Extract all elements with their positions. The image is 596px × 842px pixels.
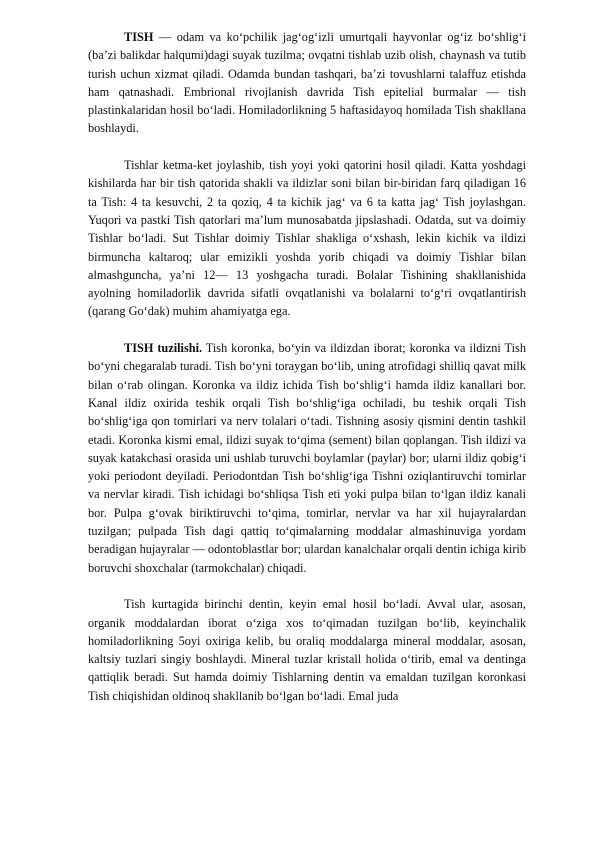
paragraph-text: Tish koronka, bo‘yin va ildizdan iborat; koronka va ildizni Tish bo‘yni chegaralab turadi. Tish bo‘yni toraygan bo‘lib, uning atrofidagi shilliq qavat milk bilan o‘rab olingan. Koronka va ildiz ichida Tish bo‘shlig‘i hamda ildiz kanallari bor. Kanal ildiz oxirida teshik orqali Tish bo‘shlig‘iga ochiladi, bu teshik orqali Tish bo‘shlig‘iga qon tomirlari va nerv tolalari o‘tadi. Tishning asosiy qismini dentin tashkil etadi. Koronka kismi emal, ildizi suyak to‘qima (sement) bilan qoplangan. Tish ildizi va suyak katakchasi orasida uni ushlab turuvchi boylamlar (paylar) bor; ularni ildiz qobig‘i yoki periodont deyiladi. Periodontdan Tish bo‘shlig‘iga Tishni oziqlantiruvchi tomirlar va nervlar kiradi. Tish ichidagi bo‘shliqsa Tish eti yoki pulpa bilan to‘lgan ildiz kanali bor. Pulpa g‘ovak biriktiruvchi to‘qima, tomirlar, nervlar va har xil hujayralardan tuzilgan; pulpada Tish dagi qattiq to‘qimalarning moddalar almashinuviga yordam beradigan hujayralar — odontoblastlar bor; ulardan kanalchalar orqali dentin ichiga kirib boruvchi shoxchalar (tarmokchalar) chiqadi. bbox=[88, 341, 526, 575]
term-heading-tish: TISH bbox=[124, 30, 154, 44]
paragraph-intro bbox=[88, 28, 526, 138]
paragraph-structure bbox=[88, 339, 526, 577]
paragraph-development bbox=[88, 595, 526, 705]
paragraph-arrangement bbox=[88, 156, 526, 321]
paragraph-text: — odam va ko‘pchilik jag‘og‘izli umurtqali hayvonlar og‘iz bo‘shlig‘i (ba’zi balikdar halqumi)dagi suyak tuzilma; ovqatni tishlab uzib olish, chaynash va tutib turish uchun xizmat qiladi. Odamda bundan tashqari, ba’zi tovushlarni talaffuz etishda ham qatnashadi. Embrional rivojlanish davrida Tish epitelial burmalar — tish plastinkalaridan hosil bo‘ladi. Homiladorlikning 5 haftasidayoq homilada Tish shakllana boshlaydi. bbox=[88, 30, 526, 136]
paragraph-text: Tish kurtagida birinchi dentin, keyin emal hosil bo‘ladi. Avval ular, asosan, organik moddalardan iborat o‘ziga xos to‘qimadan tuzilgan bo‘lib, keyinchalik homiladorlikning 5oyi oxiriga kelib, bu oraliq moddalarga mineral moddalar, asosan, kaltsiy tuzlari singiy boshlaydi. Mineral tuzlar kristall holida o‘tirib, emal va dentinga qattiqlik beradi. Sut hamda doimiy Tishlarning dentin va emaldan tuzilgan koronkasi Tish chiqishidan oldinoq shakllanib bo‘lgan bo‘ladi. Emal juda bbox=[88, 597, 526, 703]
paragraph-text: Tishlar ketma-ket joylashib, tish yoyi yoki qatorini hosil qiladi. Katta yoshdagi kishilarda har bir tish qatorida shakli va ildizlar soni bilan bir-biridan farq qiladigan 16 ta Tish: 4 ta kesuvchi, 2 ta qoziq, 4 ta kichik jag‘ va 6 ta katta jag‘ Tish joylashgan. Yuqori va pastki Tish qatorlari ma’lum munosabatda jipslashadi. Odatda, sut va doimiy Tishlar bo‘ladi. Sut Tishlar doimiy Tishlar shakliga o‘xshash, lekin kichik va ildizi birmuncha kaltaroq; ular emizikli yoshda yorib chiqadi va doimiy Tishlar bilan almashguncha, ya’ni 12— 13 yoshgacha turadi. Bolalar Tishining shakllanishida ayolning homiladorlik davrida sifatli ovqatlanishi va bolalarni to‘g‘ri ovqatlantirish (qarang Go‘dak) muhim ahamiyatga ega. bbox=[88, 158, 526, 319]
document-page bbox=[88, 28, 526, 723]
section-heading-tish-tuzilishi: TISH tuzilishi. bbox=[124, 341, 203, 356]
